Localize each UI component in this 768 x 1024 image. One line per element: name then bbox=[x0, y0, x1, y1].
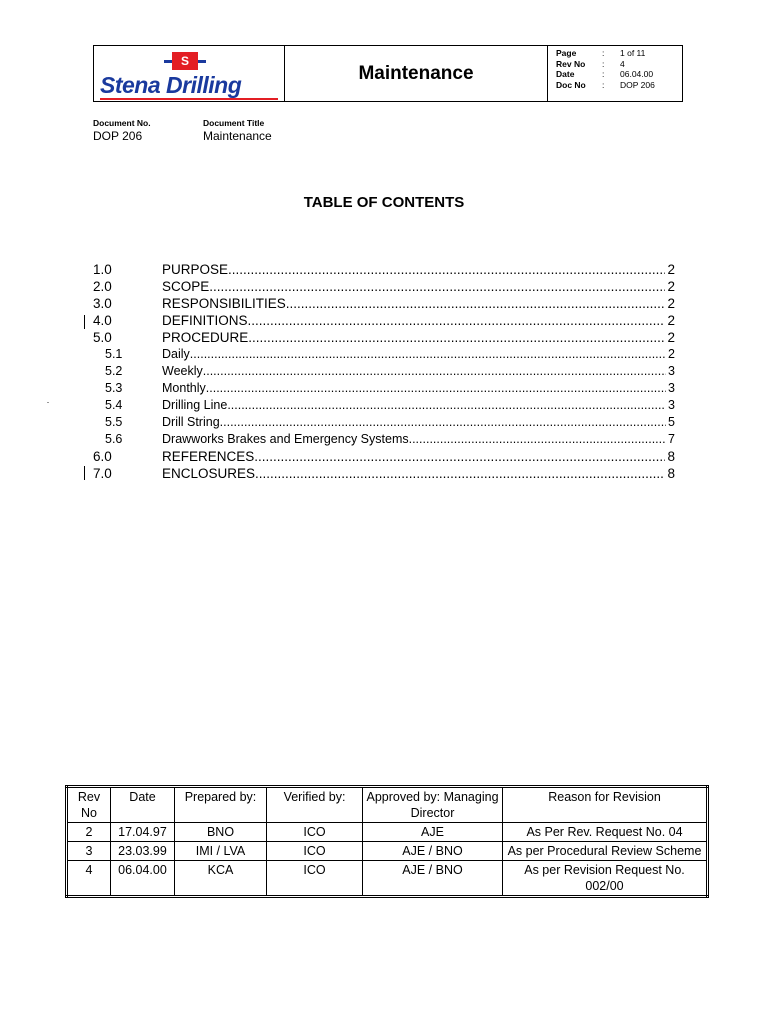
toc-number: 5.1 bbox=[105, 347, 123, 361]
doc-number-label: Document No. bbox=[93, 118, 151, 128]
toc-leader bbox=[286, 296, 666, 311]
toc-entry[interactable] bbox=[93, 330, 675, 347]
cell-reason: As per Revision Request No. 002/00 bbox=[503, 861, 708, 897]
toc-number: 5.3 bbox=[105, 381, 123, 395]
cell-rev-no: 4 bbox=[67, 861, 111, 897]
toc-number: 6.0 bbox=[93, 449, 112, 464]
toc-label: RESPONSIBILITIES bbox=[162, 296, 286, 311]
toc-leader bbox=[254, 449, 665, 464]
toc-label: PROCEDURE bbox=[162, 330, 249, 345]
cell-verified-by: ICO bbox=[267, 861, 363, 897]
table-row bbox=[67, 842, 708, 861]
revision-table bbox=[65, 785, 709, 898]
meta-key: Date bbox=[556, 69, 575, 79]
toc-page: 2 bbox=[668, 347, 675, 361]
toc-entry[interactable] bbox=[93, 381, 675, 398]
cell-approved-by: AJE bbox=[363, 823, 503, 842]
toc-page: 3 bbox=[668, 398, 675, 412]
logo-underline bbox=[100, 98, 278, 100]
toc-entry[interactable] bbox=[93, 279, 675, 296]
toc-list bbox=[93, 262, 675, 483]
toc-page: 2 bbox=[667, 330, 675, 345]
meta-key: Doc No bbox=[556, 79, 586, 90]
meta-value: 06.04.00 bbox=[620, 69, 654, 79]
toc-leader bbox=[248, 330, 665, 345]
header-approved-by: Approved by: Managing Director bbox=[363, 787, 503, 823]
toc-page: 2 bbox=[667, 313, 675, 328]
table-row bbox=[67, 823, 708, 842]
cell-date: 23.03.99 bbox=[111, 842, 175, 861]
header-date: Date bbox=[111, 787, 175, 823]
toc-page: 2 bbox=[667, 296, 675, 311]
change-bar bbox=[84, 466, 85, 480]
cell-verified-by: ICO bbox=[267, 842, 363, 861]
toc-number: 5.2 bbox=[105, 364, 123, 378]
cell-date: 06.04.00 bbox=[111, 861, 175, 897]
toc-page: 2 bbox=[667, 262, 675, 277]
toc-number: 1.0 bbox=[93, 262, 112, 277]
cell-approved-by: AJE / BNO bbox=[363, 861, 503, 897]
doc-number-block bbox=[93, 118, 151, 143]
toc-page: 8 bbox=[667, 466, 675, 481]
toc-number: 2.0 bbox=[93, 279, 112, 294]
header-reason: Reason for Revision bbox=[503, 787, 708, 823]
toc-label: DEFINITIONS bbox=[162, 313, 248, 328]
cell-reason: As Per Rev. Request No. 04 bbox=[503, 823, 708, 842]
toc-label: PURPOSE bbox=[162, 262, 229, 277]
toc-label: Drawworks Brakes and Emergency Systems bbox=[162, 432, 409, 446]
toc-number: 5.5 bbox=[105, 415, 123, 429]
toc-page: 3 bbox=[668, 364, 675, 378]
meta-key: Rev No bbox=[556, 58, 586, 69]
doc-title-label: Document Title bbox=[203, 118, 265, 128]
cell-rev-no: 3 bbox=[67, 842, 111, 861]
header-title: Maintenance bbox=[285, 46, 548, 101]
header-prepared-by: Prepared by: bbox=[175, 787, 267, 823]
meta-row-docno: Doc No : DOP 206 bbox=[556, 79, 655, 90]
cell-prepared-by: BNO bbox=[175, 823, 267, 842]
toc-entry[interactable] bbox=[93, 398, 675, 415]
revision-header-row bbox=[67, 787, 708, 823]
cell-approved-by: AJE / BNO bbox=[363, 842, 503, 861]
toc-page: 8 bbox=[667, 449, 675, 464]
toc-leader bbox=[209, 279, 665, 294]
toc-page: 5 bbox=[668, 415, 675, 429]
toc-label: Weekly bbox=[162, 364, 203, 378]
toc-number: 7.0 bbox=[93, 466, 112, 481]
meta-value: 1 of 11 bbox=[620, 48, 646, 58]
cell-date: 17.04.97 bbox=[111, 823, 175, 842]
doc-title-value: Maintenance bbox=[203, 129, 272, 143]
doc-title-block bbox=[203, 118, 272, 143]
stray-mark bbox=[47, 402, 49, 403]
meta-key: Page bbox=[556, 48, 577, 58]
toc-number: 5.4 bbox=[105, 398, 123, 412]
cell-prepared-by: KCA bbox=[175, 861, 267, 897]
cell-reason: As per Procedural Review Scheme bbox=[503, 842, 708, 861]
meta-row-page: Page : 1 of 11 bbox=[556, 48, 646, 58]
doc-number-value: DOP 206 bbox=[93, 129, 143, 143]
document-header bbox=[93, 45, 683, 102]
toc-title: TABLE OF CONTENTS bbox=[303, 194, 465, 211]
toc-page: 2 bbox=[667, 279, 675, 294]
stena-drilling-logo bbox=[94, 46, 285, 101]
toc-leader bbox=[206, 381, 666, 395]
logo-flag-icon: S bbox=[172, 52, 198, 70]
toc-number: 5.6 bbox=[105, 432, 123, 446]
toc-label: SCOPE bbox=[162, 279, 210, 294]
cell-verified-by: ICO bbox=[267, 823, 363, 842]
cell-prepared-by: IMI / LVA bbox=[175, 842, 267, 861]
toc-leader bbox=[227, 398, 666, 412]
toc-entry[interactable] bbox=[93, 466, 675, 483]
toc-entry[interactable] bbox=[93, 364, 675, 381]
toc-entry[interactable] bbox=[93, 347, 675, 364]
toc-number: 3.0 bbox=[93, 296, 112, 311]
toc-number: 4.0 bbox=[93, 313, 112, 328]
toc-entry[interactable] bbox=[93, 449, 675, 466]
toc-page: 7 bbox=[668, 432, 675, 446]
toc-label: REFERENCES bbox=[162, 449, 255, 464]
toc-entry[interactable] bbox=[93, 296, 675, 313]
toc-label: Drilling Line bbox=[162, 398, 228, 412]
toc-label: Daily bbox=[162, 347, 190, 361]
toc-entry[interactable] bbox=[93, 415, 675, 432]
header-rev-no: Rev No bbox=[67, 787, 111, 823]
toc-leader bbox=[248, 313, 666, 328]
toc-leader bbox=[190, 347, 666, 361]
toc-label: Drill String bbox=[162, 415, 220, 429]
toc-entry[interactable] bbox=[93, 313, 675, 330]
toc-number: 5.0 bbox=[93, 330, 112, 345]
toc-leader bbox=[228, 262, 665, 277]
table-row bbox=[67, 861, 708, 897]
toc-leader bbox=[255, 466, 665, 481]
logo-text: Stena Drilling bbox=[100, 72, 242, 98]
toc-leader bbox=[220, 415, 666, 429]
meta-value: DOP 206 bbox=[620, 79, 655, 90]
cell-rev-no: 2 bbox=[67, 823, 111, 842]
toc-leader bbox=[409, 432, 666, 446]
toc-entry[interactable] bbox=[93, 262, 675, 279]
meta-row-rev: Rev No : 4 bbox=[556, 58, 625, 69]
toc-leader bbox=[203, 364, 666, 378]
toc-entry[interactable] bbox=[93, 432, 675, 449]
meta-row-date: Date : 06.04.00 bbox=[556, 69, 654, 79]
toc-label: Monthly bbox=[162, 381, 206, 395]
toc-label: ENCLOSURES bbox=[162, 466, 256, 481]
header-verified-by: Verified by: bbox=[267, 787, 363, 823]
header-meta bbox=[548, 46, 682, 101]
change-bar bbox=[84, 315, 85, 329]
toc-page: 3 bbox=[668, 381, 675, 395]
meta-value: 4 bbox=[620, 58, 625, 69]
